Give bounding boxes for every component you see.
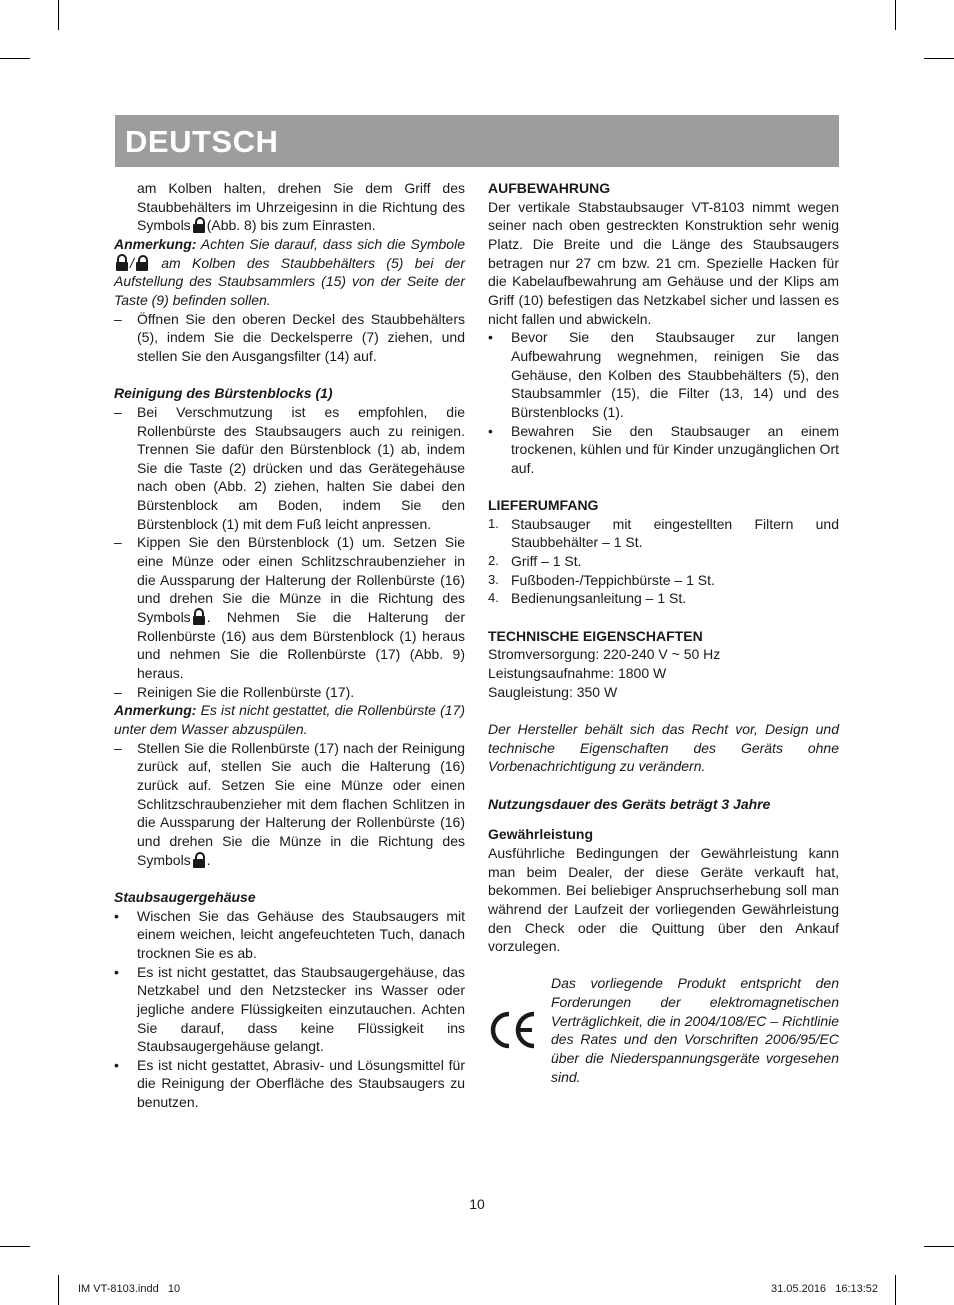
crop-mark: [895, 1275, 896, 1305]
lock-icon: [193, 852, 205, 868]
list-item: • Es ist nicht gestattet, das Staubsaugergehäuse, das Netzkabel und den Netzstecker ins Wasser oder jegliche andere Flüssigkeiten einzutauchen. Achten Sie darauf, dass keine Flüssigkeit ins Staubsaugergehäuse gelangt.: [114, 963, 465, 1055]
crop-mark: [0, 58, 30, 59]
section-heading: Gewährleistung: [488, 826, 594, 843]
footer-file: IM VT-8103.indd 10: [78, 1283, 181, 1295]
language-banner: [115, 115, 839, 167]
crop-mark: [0, 1246, 30, 1247]
note-paragraph: Anmerkung: Es ist nicht gestattet, die Rollenbürste (17) unter dem Wasser abzuspülen.: [114, 702, 465, 738]
warranty-paragraph: Ausführliche Bedingungen der Gewährleistung kann man beim Dealer, der diese Geräte verkauft hat, bekommen. Bei beliebiger Anspruchserhebung soll man während der Laufzeit der vorliegenden Gewährleistung den Check oder die Quittung über den Ankauf vorzulegen.: [488, 844, 839, 955]
lock-icon: [136, 255, 148, 271]
ce-text: Das vorliegende Produkt entspricht den Forderungen der elektromagnetischen Verträglichkeit, die in 2004/108/EC – Richtlinie des Rates und den Vorschriften 2006/95/EC über die Niederspannungsgeräte vorgesehen sind.: [551, 975, 839, 1085]
list-item: • Bewahren Sie den Staubsauger an einem trockenen, kühlen und für Kinder unzugänglichen Ort auf.: [488, 422, 839, 476]
section-heading: LIEFERUMFANG: [488, 497, 599, 514]
page-title: DEUTSCH: [125, 124, 279, 159]
list-item: – Kippen Sie den Bürstenblock (1) um. Setzen Sie eine Münze oder einen Schlitzschraubenzieher in die Aussparung der Halterung der Rollenbürste (16) und drehen Sie die Münze in die Richtung des Symbols . Nehmen Sie die Halterung der Rollenbürste (16) aus dem Bürstenblock (1) heraus und nehmen Sie die Rollenbürste (17) (Abb. 9) heraus.: [114, 534, 465, 682]
crop-mark: [58, 0, 59, 30]
left-column: [114, 179, 465, 1112]
list-item: • Wischen Sie das Gehäuse des Staubsaugers mit einem weichen, leicht angefeuchteten Tuch, danach trocknen Sie es ab.: [114, 907, 465, 961]
note-paragraph: Anmerkung: Achten Sie darauf, dass sich die Symbole / am Kolben des Staubbehälters (5) bei der Aufstellung des Staubsammlers (15) von der Seite der Taste (9) befinden sollen.: [114, 235, 465, 308]
list-item: – Öffnen Sie den oberen Deckel des Staubbehälters (5), indem Sie die Deckelsperre (7) ziehen, und stellen Sie den Ausgangsfilter (14) auf.: [114, 310, 465, 364]
list-item: 1. Staubsauger mit eingestellten Filtern und Staubbehälter – 1 St.: [488, 515, 839, 551]
list-item: – Reinigen Sie die Rollenbürste (17).: [114, 683, 355, 700]
list-item: 2. Griff – 1 St.: [488, 553, 582, 570]
spec-line: Saugleistung: 350 W: [488, 683, 618, 700]
right-column: [488, 179, 839, 1086]
section-heading: TECHNISCHE EIGENSCHAFTEN: [488, 627, 703, 644]
page-number: 10: [469, 1196, 485, 1212]
unlock-icon: [193, 609, 205, 625]
crop-mark: [924, 58, 954, 59]
spec-line: Leistungsaufnahme: 1800 W: [488, 665, 667, 682]
crop-mark: [924, 1246, 954, 1247]
list-item: 4. Bedienungsanleitung – 1 St.: [488, 590, 687, 607]
section-heading: AUFBEWAHRUNG: [488, 180, 611, 196]
crop-mark: [58, 1275, 59, 1305]
list-item: – Stellen Sie die Rollenbürste (17) nach der Reinigung zurück auf, stellen Sie auch die Halterung (16) zurück auf. Setzen Sie eine Münze oder einen Schlitzschraubenzieher mit dem flachen Schlitzen in die Aussparung der Halterung der Rollenbürste (16) und drehen Sie die Münze in die Richtung des Symbols .: [114, 739, 465, 868]
section-heading: Staubsaugergehäuse: [114, 888, 256, 905]
list-item: 3. Fußboden-/Teppichbürste – 1 St.: [488, 571, 715, 588]
lock-icon: [193, 217, 205, 233]
ce-compliance: [488, 974, 839, 1086]
section-heading: Reinigung des Bürstenblocks (1): [114, 385, 333, 402]
lifetime-note: Nutzungsdauer des Geräts beträgt 3 Jahre: [488, 795, 771, 812]
footer-timestamp: 31.05.2016 16:13:52: [771, 1283, 879, 1295]
list-item: – Bei Verschmutzung ist es empfohlen, die Rollenbürste des Staubsaugers auch zu reinigen. Trennen Sie dafür den Bürstenblock (1) ab, indem Sie die Taste (2) drücken und das Gerätegehäuse nach oben (Abb. 2) ziehen, halten Sie dabei den Bürstenblock am Boden, indem Sie den Bürstenblock (1) mit dem Fuß leicht anpressen.: [114, 403, 465, 532]
storage-paragraph: Der vertikale Stabstaubsauger VT-8103 nimmt wegen seiner nach oben gestreckten Konstruktion sehr wenig Platz. Die Breite und die Länge des Staubsaugers betragen nur 27 cm bzw. 21 cm. Spezielle Hacken für die Kabelaufbewahrung am Gehäuse und der Klips am Griff (10) befestigen das Netzkabel sicher und lassen es nicht fallen und abwickeln.: [488, 198, 839, 327]
crop-mark: [895, 0, 896, 30]
spec-line: Stromversorgung: 220-240 V ~ 50 Hz: [488, 646, 721, 663]
ce-mark-icon: [488, 1010, 538, 1050]
disclaimer: Der Hersteller behält sich das Recht vor, Design und technische Eigenschaften des Geräts ohne Vorbenachrichtigung zu verändern.: [488, 720, 839, 775]
intro-paragraph: am Kolben halten, drehen Sie dem Griff des Staubbehälters im Uhrzeigesinn in die Richtung des Symbols (Abb. 8) bis zum Einrasten.: [137, 180, 465, 234]
list-item: • Bevor Sie den Staubsauger zur langen Aufbewahrung wegnehmen, reinigen Sie das Gehäuse, den Kolben des Staubbehälters (5), den Staubsammler (15), die Filter (13, 14) und des Bürstenblocks (1).: [488, 329, 839, 420]
list-item: • Es ist nicht gestattet, Abrasiv- und Lösungsmittel für die Reinigung der Oberfläche des Staubsaugers zu benutzen.: [114, 1056, 465, 1111]
unlock-icon: [116, 255, 128, 271]
